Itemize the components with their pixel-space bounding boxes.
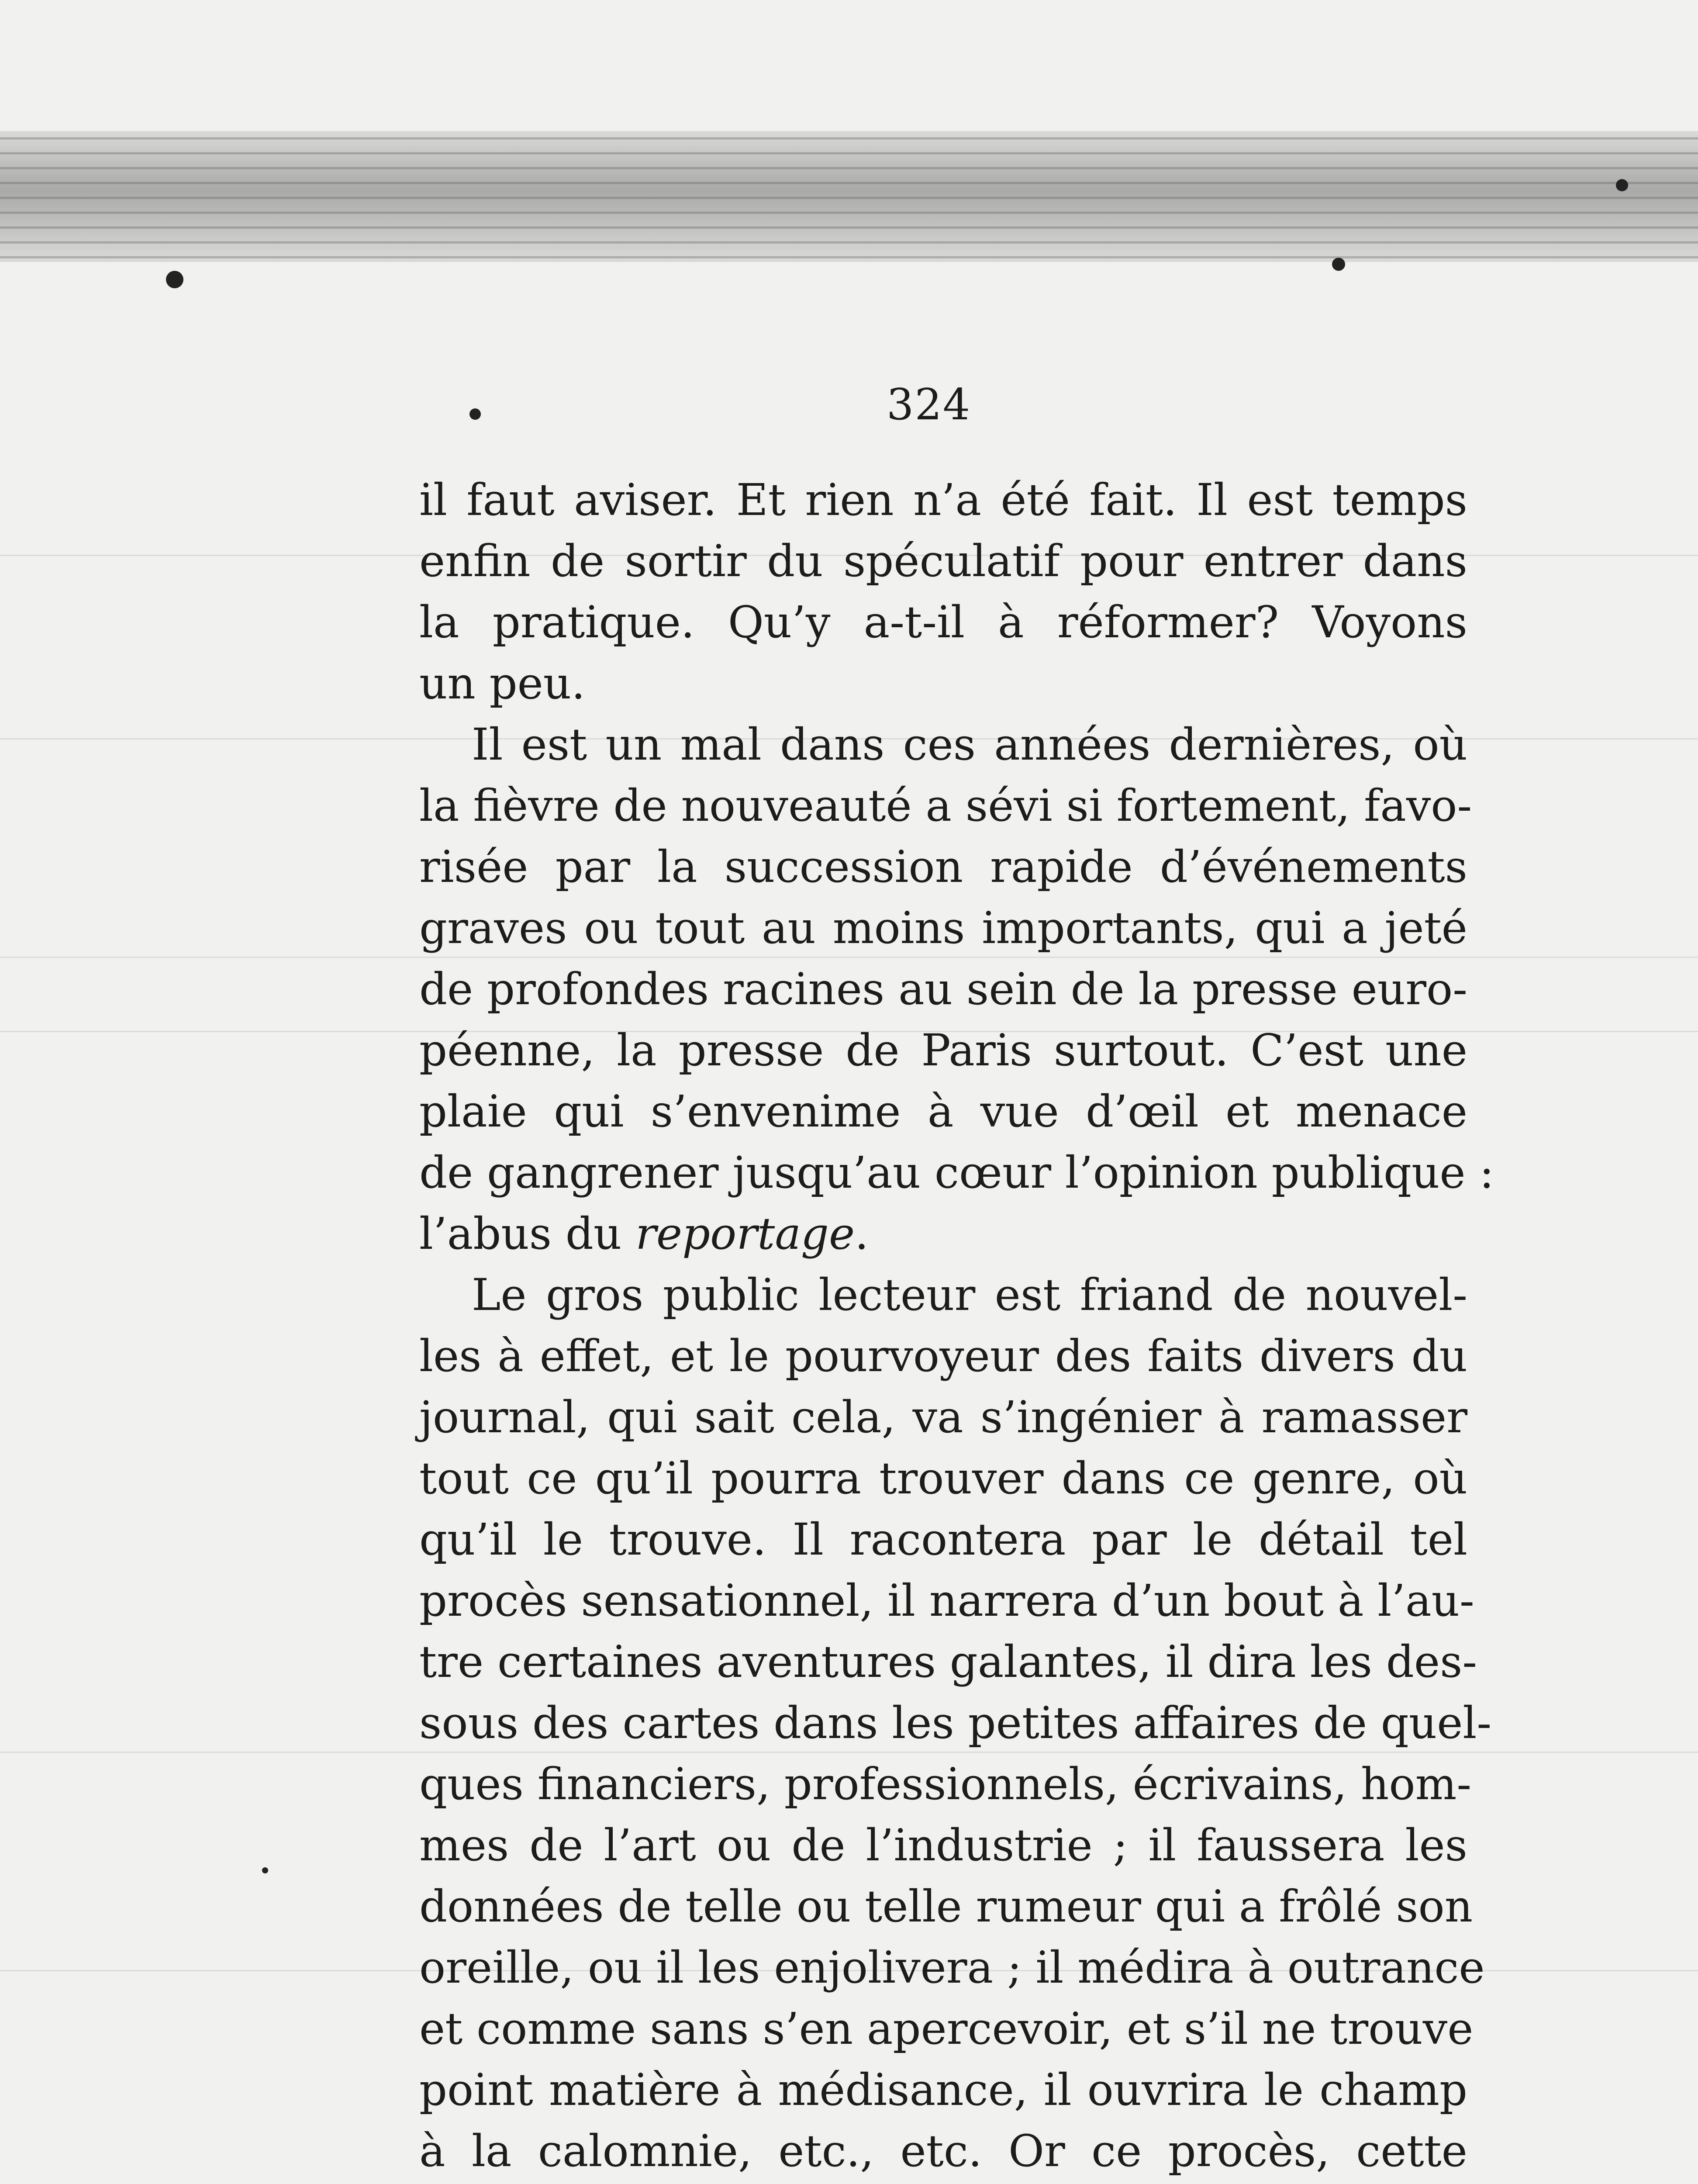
- text-line: un peu.: [419, 658, 585, 709]
- text-line: la pratique. Qu’y a-t-il à réformer? Voyons: [419, 597, 1467, 648]
- text-line: de profondes racines au sein de la presse euro-: [419, 964, 1467, 1015]
- ink-speck: [262, 1867, 268, 1873]
- text-fragment: l’abus du: [419, 1208, 636, 1259]
- text-line: enfin de sortir du spéculatif pour entrer dans: [419, 536, 1467, 587]
- text-line: procès sensationnel, il narrera d’un bout à l’au-: [419, 1575, 1474, 1626]
- text-line: la fièvre de nouveauté a sévi si fortement, favo-: [419, 780, 1472, 831]
- text-line: et comme sans s’en apercevoir, et s’il ne trouve: [419, 2003, 1474, 2054]
- ink-speck: [469, 408, 481, 420]
- scan-artifact-band: [0, 131, 1698, 262]
- text-line: [419, 1203, 1467, 1265]
- text-line: à la calomnie, etc., etc. Or ce procès, cette: [419, 2125, 1467, 2177]
- ink-speck: [1332, 258, 1345, 271]
- text-line: il faut aviser. Et rien n’a été fait. Il est temps: [419, 474, 1467, 525]
- text-line: sous des cartes dans les petites affaires de quel-: [419, 1697, 1492, 1749]
- text-line: Le gros public lecteur est friand de nouvel-: [472, 1269, 1467, 1320]
- paragraph-2: [419, 714, 1494, 1265]
- text-line: péenne, la presse de Paris surtout. C’est une: [419, 1025, 1467, 1076]
- text-line: de gangrener jusqu’au cœur l’opinion publique :: [419, 1147, 1494, 1198]
- paragraph-3: [419, 1265, 1492, 2182]
- text-line: tout ce qu’il pourra trouver dans ce genre, où: [419, 1453, 1467, 1504]
- text-line: oreille, ou il les enjolivera ; il médira à outrance: [419, 1942, 1485, 1993]
- text-line: les à effet, et le pourvoyeur des faits divers du: [419, 1330, 1467, 1382]
- text-line: graves ou tout au moins importants, qui a jeté: [419, 902, 1467, 954]
- text-line: tre certaines aventures galantes, il dira les des-: [419, 1636, 1477, 1687]
- page-number: 324: [887, 380, 971, 430]
- ink-speck: [166, 271, 183, 288]
- text-line: risée par la succession rapide d’événements: [419, 841, 1467, 892]
- text-line: Il est un mal dans ces années dernières, où: [472, 719, 1467, 770]
- text-line: journal, qui sait cela, va s’ingénier à ramasser: [419, 1392, 1467, 1443]
- text-fragment: .: [855, 1208, 869, 1259]
- ink-speck: [1616, 179, 1628, 191]
- text-line: ques financiers, professionnels, écrivains, hom-: [419, 1759, 1472, 1810]
- text-line: qu’il le trouve. Il racontera par le détail tel: [419, 1514, 1467, 1565]
- text-line: plaie qui s’envenime à vue d’œil et menace: [419, 1086, 1467, 1137]
- paragraph-1: [419, 470, 1467, 714]
- italic-term: reportage: [635, 1208, 855, 1259]
- text-line: mes de l’art ou de l’industrie ; il faussera les: [419, 1820, 1467, 1871]
- body-text: [419, 470, 1494, 2182]
- text-line: données de telle ou telle rumeur qui a frôlé son: [419, 1881, 1473, 1932]
- text-line: point matière à médisance, il ouvrira le champ: [419, 2064, 1467, 2115]
